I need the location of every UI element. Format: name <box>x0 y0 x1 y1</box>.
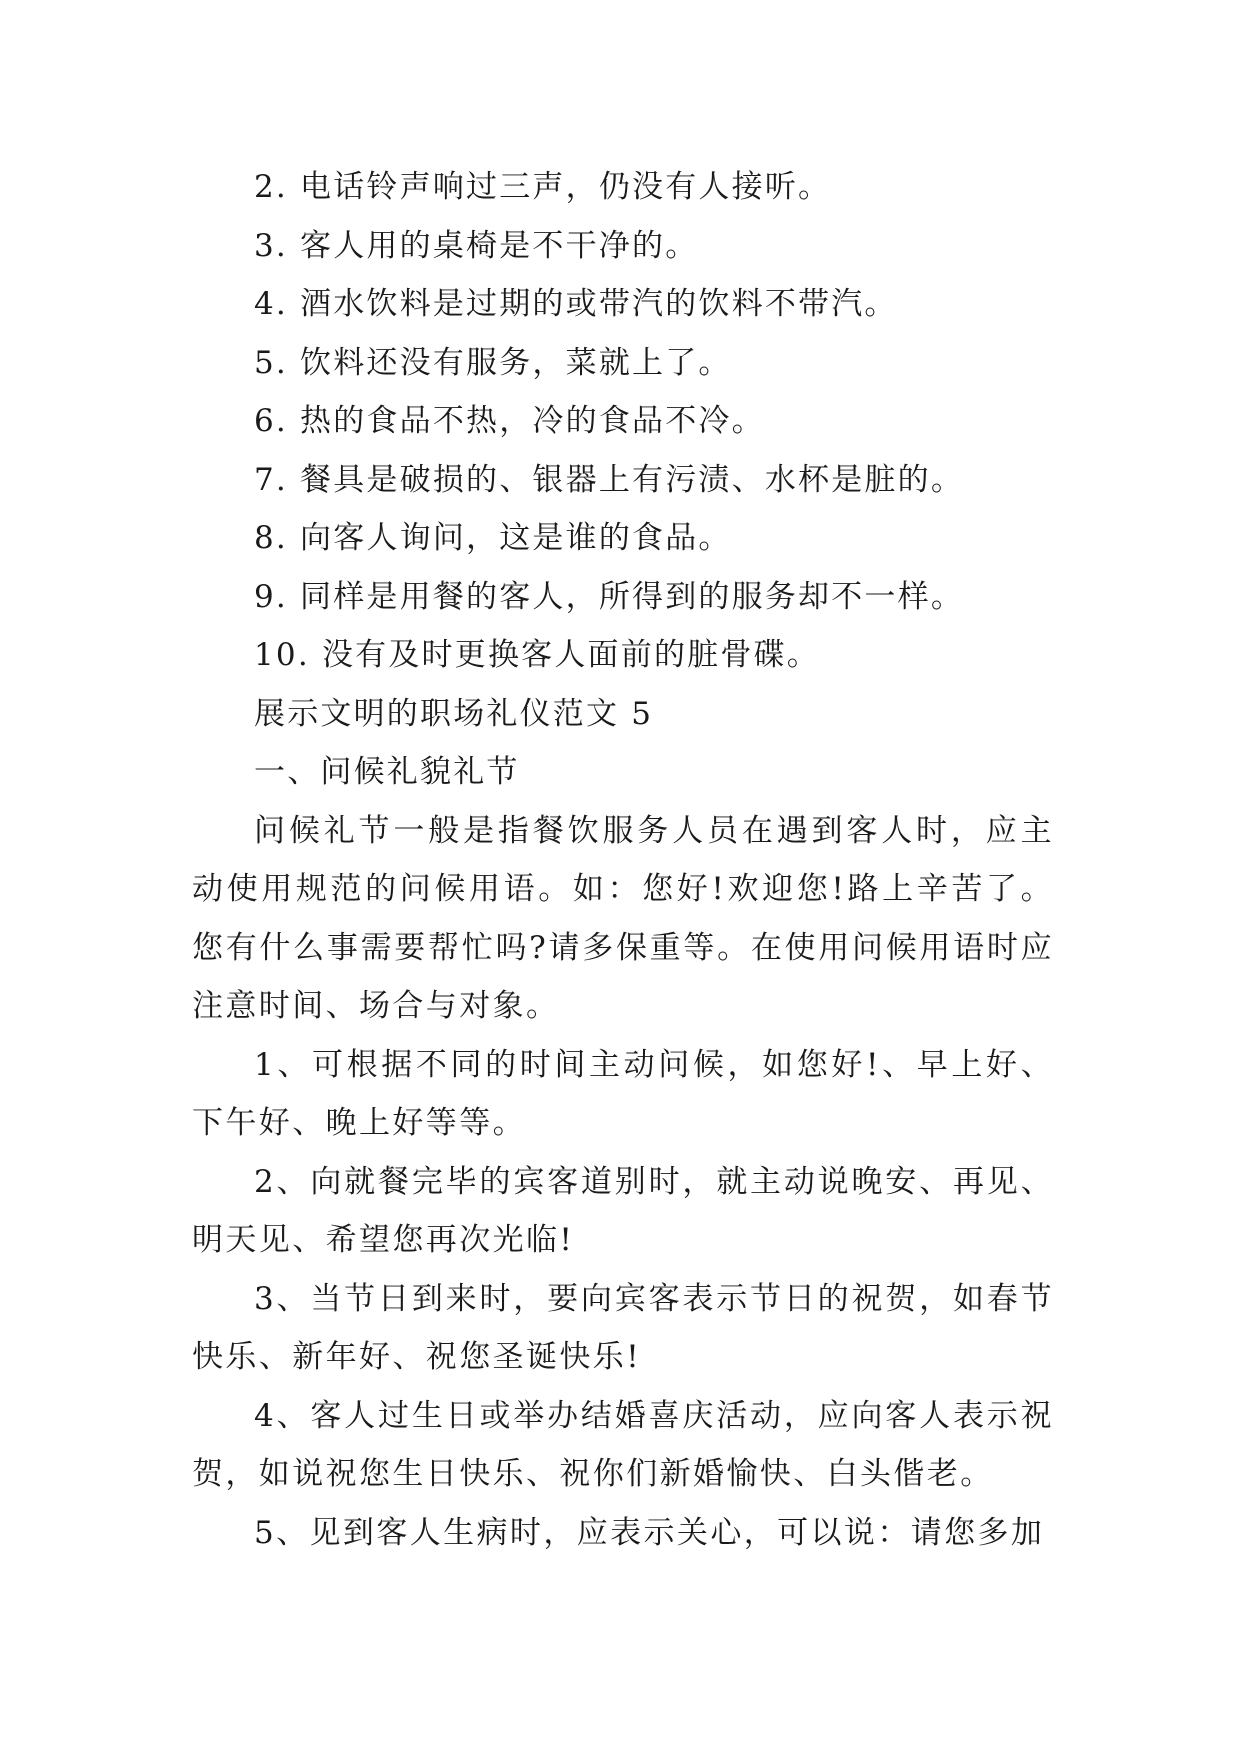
list-item: 6. 热的食品不热，冷的食品不冷。 <box>254 403 765 439</box>
list-item: 8. 向客人询问，这是谁的食品。 <box>254 520 732 556</box>
subsection-title: 一、问候礼貌礼节 <box>254 754 520 790</box>
list-item: 10. 没有及时更换客人面前的脏骨碟。 <box>254 637 820 673</box>
list-item: 3. 客人用的桌椅是不干净的。 <box>254 227 699 264</box>
list-item: 7. 餐具是破损的、银器上有污渍、水杯是脏的。 <box>254 461 965 498</box>
point-paragraph: 5、见到客人生病时，应表示关心，可以说：请您多加 <box>254 1514 1045 1551</box>
intro-paragraph: 问候礼节一般是指餐饮服务人员在遇到客人时，应主动使用规范的问候用语。如：您好!欢迎您!路上辛苦了。您有什么事需要帮忙吗?请多保重等。在使用问候用语时应注意时间、场合与对象。 <box>192 812 1054 1024</box>
point-paragraph: 2、向就餐完毕的宾客道别时，就主动说晚安、再见、明天见、希望您再次光临! <box>192 1163 1054 1258</box>
point-paragraph: 3、当节日到来时，要向宾客表示节日的祝贺，如春节快乐、新年好、祝您圣诞快乐! <box>192 1280 1054 1375</box>
section-title: 展示文明的职场礼仪范文 5 <box>254 695 654 732</box>
list-item: 5. 饮料还没有服务，菜就上了。 <box>254 344 732 381</box>
point-paragraph: 1、可根据不同的时间主动问候，如您好!、早上好、下午好、晚上好等等。 <box>192 1046 1054 1141</box>
point-paragraph: 4、客人过生日或举办结婚喜庆活动，应向客人表示祝贺，如说祝您生日快乐、祝你们新婚愉快、白头偕老。 <box>192 1397 1054 1492</box>
list-item: 4. 酒水饮料是过期的或带汽的饮料不带汽。 <box>254 286 898 322</box>
document-page <box>192 158 1054 1562</box>
list-item: 9. 同样是用餐的客人，所得到的服务却不一样。 <box>254 578 965 615</box>
list-item: 2. 电话铃声响过三声，仍没有人接听。 <box>254 169 832 205</box>
